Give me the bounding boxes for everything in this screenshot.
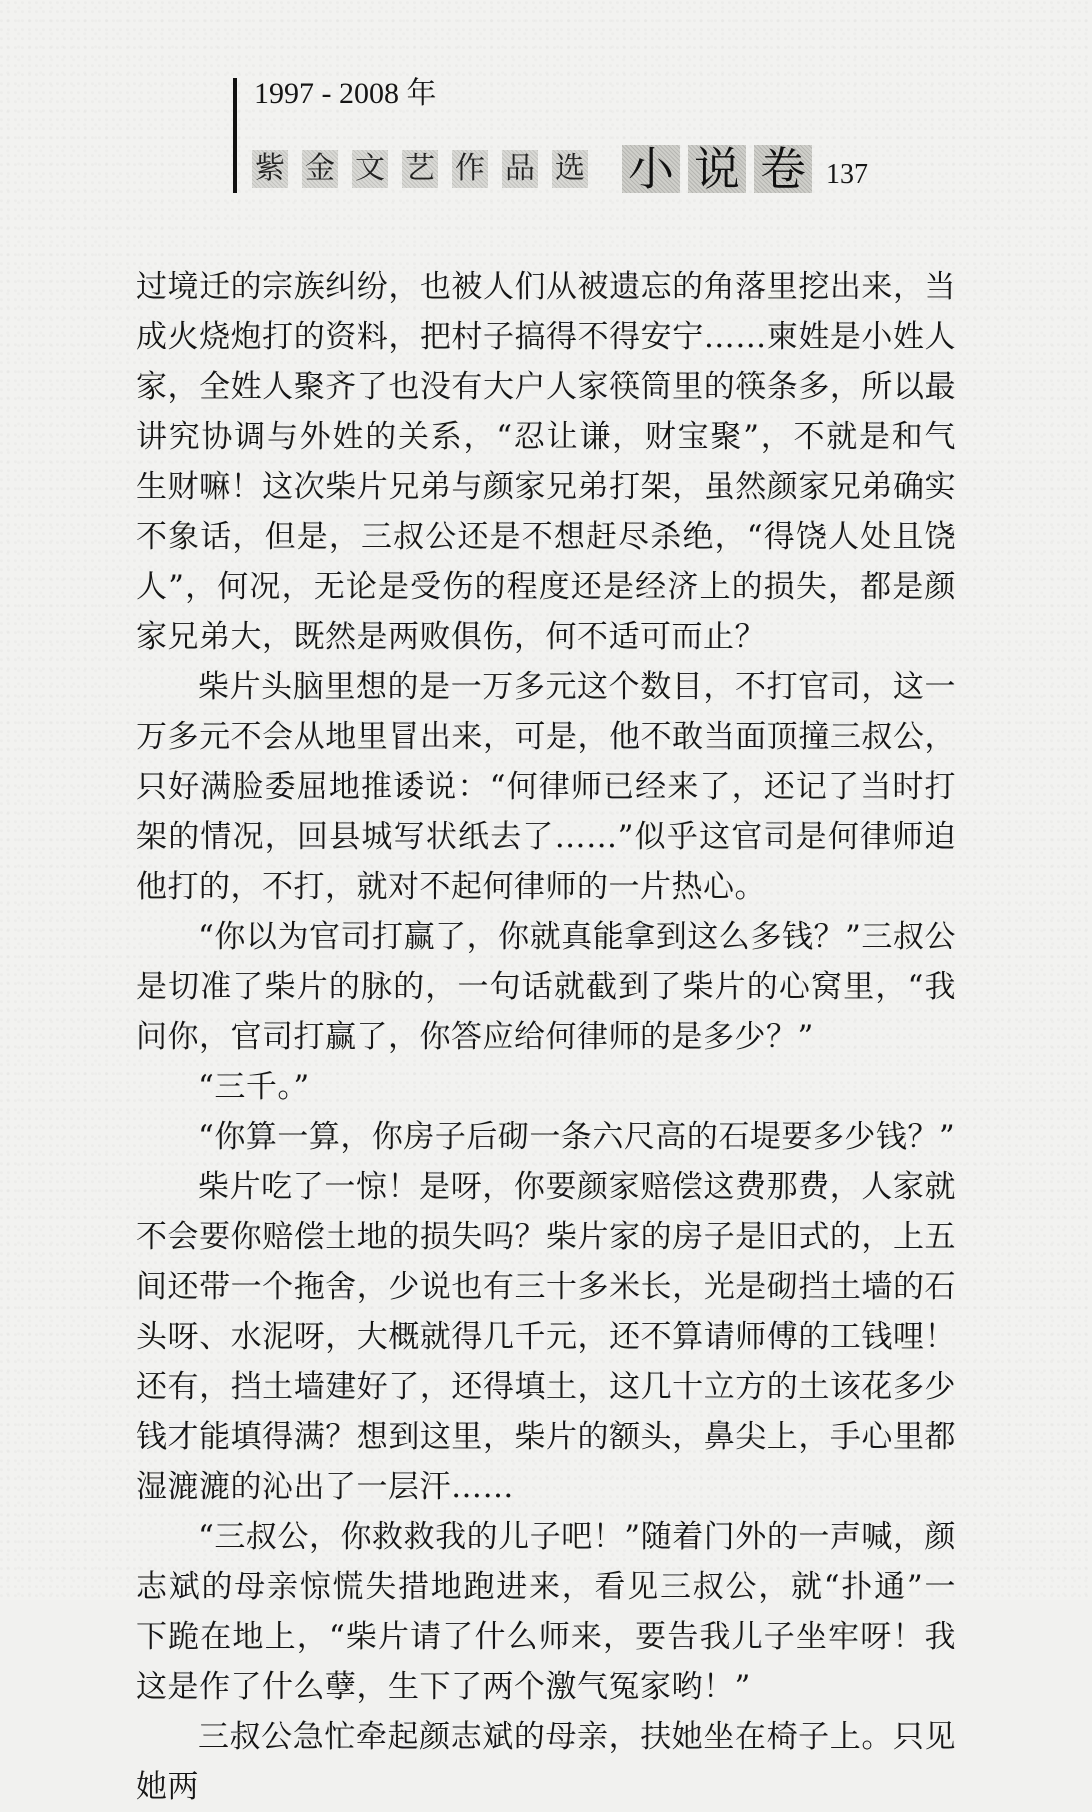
body-text xyxy=(136,262,956,1812)
paragraph: “三叔公，你救救我的儿子吧！”随着门外的一声喊，颜志斌的母亲惊慌失措地跑进来，看见三叔公，就“扑通”一下跪在地上，“柴片请了什么师来，要告我儿子坐牢呀！我这是作了什么孽，生下了两个激气冤家哟！” xyxy=(136,1519,956,1705)
paragraph: “你算一算，你房子后砌一条六尺高的石堤要多少钱？” xyxy=(198,1119,956,1155)
volume-title-char: 说 xyxy=(688,145,746,193)
series-title-char: 选 xyxy=(552,150,588,188)
series-title-char: 金 xyxy=(302,150,338,188)
series-title-char: 作 xyxy=(452,150,488,188)
header-year-range: 1997 - 2008 年 xyxy=(254,77,437,110)
volume-title-char: 小 xyxy=(622,145,680,193)
paragraph: “三千。” xyxy=(198,1069,310,1105)
paragraph: 柴片吃了一惊！是呀，你要颜家赔偿这费那费，人家就不会要你赔偿土地的损失吗？柴片家的房子是旧式的，上五间还带一个拖舍，少说也有三十多米长，光是砌挡土墙的石头呀、水泥呀，大概就得几千元，还不算请师傅的工钱哩！还有，挡土墙建好了，还得填土，这几十立方的土该花多少钱才能填得满？想到这里，柴片的额头，鼻尖上，手心里都湿漉漉的沁出了一层汗…… xyxy=(136,1169,956,1505)
paragraph: 过境迁的宗族纠纷，也被人们从被遗忘的角落里挖出来，当成火烧炮打的资料，把村子搞得不得安宁……柬姓是小姓人家，全姓人聚齐了也没有大户人家筷筒里的筷条多，所以最讲究协调与外姓的关系，“忍让谦，财宝聚”，不就是和气生财嘛！这次柴片兄弟与颜家兄弟打架，虽然颜家兄弟确实不象话，但是，三叔公还是不想赶尽杀绝，“得饶人处且饶人”，何况，无论是受伤的程度还是经济上的损失，都是颜家兄弟大，既然是两败俱伤，何不适可而止？ xyxy=(136,269,956,655)
running-header-title xyxy=(252,144,868,194)
series-title-char: 紫 xyxy=(252,150,288,188)
series-title-char: 文 xyxy=(352,150,388,188)
paragraph: “你以为官司打赢了，你就真能拿到这么多钱？”三叔公是切准了柴片的脉的，一句话就截到了柴片的心窝里，“我问你，官司打赢了，你答应给何律师的是多少？” xyxy=(136,919,956,1055)
volume-title-char: 卷 xyxy=(754,145,812,193)
page-number: 137 xyxy=(826,159,868,190)
paragraph: 柴片头脑里想的是一万多元这个数目，不打官司，这一万多元不会从地里冒出来，可是，他不敢当面顶撞三叔公，只好满脸委屈地推诿说：“何律师已经来了，还记了当时打架的情况，回县城写状纸去了……”似乎这官司是何律师迫他打的，不打，就对不起何律师的一片热心。 xyxy=(136,669,956,905)
series-title-char: 品 xyxy=(502,150,538,188)
header-vertical-rule xyxy=(233,78,237,193)
paragraph: 三叔公急忙牵起颜志斌的母亲，扶她坐在椅子上。只见她两 xyxy=(136,1719,956,1805)
series-title-char: 艺 xyxy=(402,150,438,188)
